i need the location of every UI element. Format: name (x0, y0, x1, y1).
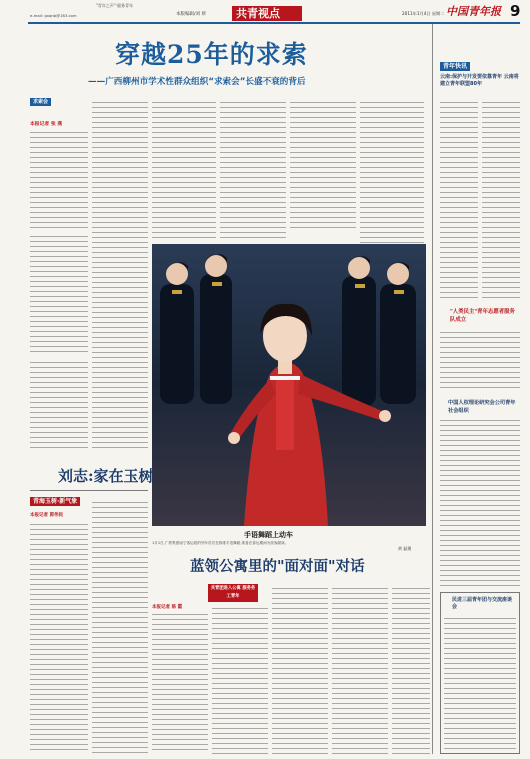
main-subtitle: ——广西柳州市学术性群众组织“求索会”长盛不衰的背后 (88, 77, 306, 87)
article-text-block (152, 612, 208, 754)
sidebar-text-block (440, 100, 478, 300)
header-date: 2011年1月4日 星期二 (402, 11, 445, 16)
photo-credit: 黄 磊摄 (398, 546, 412, 551)
feature-byline: 本报记者 陈 霞 (152, 605, 183, 610)
article-text-block (30, 130, 88, 230)
sidebar-top-headline: 云南:保护与开发要依靠青年 云南将建立青年联盟80年 (440, 74, 519, 87)
feature-tag: 共青团进入公寓 服务务工青年 (210, 586, 256, 599)
sidebar-text-block (482, 100, 520, 300)
main-byline: 本报记者 张 燕 (30, 122, 63, 127)
profile-tag: 青海玉树·新气象 (30, 497, 80, 506)
photo-illustration (152, 244, 426, 526)
article-text-block (92, 500, 148, 754)
article-text-block (30, 360, 88, 450)
article-text-block (220, 100, 286, 240)
header-editor: 本版编辑/刘 妍 (176, 12, 206, 17)
photo-caption: 手语舞蹈上动车 (244, 531, 293, 539)
sidebar-top-tag: 青年快讯 (440, 62, 470, 71)
photo-note: 1月1日,广铁集团南宁客运段的列车员们在排练手语舞蹈,准备在春运期间为旅客献演。 (152, 541, 289, 545)
sidebar-divider (432, 24, 433, 754)
sidebar-bottom-headline: 中国人权理论研究会公司青年社会组织 (448, 400, 516, 414)
section-title: 共青视点 (236, 7, 280, 20)
article-text-block (30, 522, 88, 754)
profile-rule (30, 490, 148, 491)
article-text-block (212, 606, 268, 754)
article-text-block (392, 586, 430, 754)
paper-logo: 中国青年报 (446, 5, 501, 18)
sidebar-mid-headline: "人类民主"青年志愿者服务队成立 (450, 309, 515, 323)
article-text-block (332, 586, 388, 754)
article-tag: 求索会 (30, 98, 51, 106)
page-number: 9 (510, 2, 521, 20)
header-website: e-mail: gxqnb@163.com (30, 13, 77, 18)
article-text-block (290, 100, 356, 230)
sidebar-box-headline: 民进三届青年团与交流座谈会 (452, 597, 513, 610)
profile-headline: 刘志:家在玉树 (58, 467, 154, 485)
header-small-left: "青年之声"·服务青年 (96, 3, 133, 8)
page-header (0, 0, 530, 22)
sidebar-text-block (444, 616, 516, 750)
sidebar-text-block (440, 418, 520, 588)
news-photo (152, 244, 426, 526)
main-title: 穿越25年的求索 (115, 40, 308, 69)
article-text-block (272, 586, 328, 754)
profile-byline: 本报记者 郭伟民 (30, 513, 64, 518)
sidebar-text-block (440, 330, 520, 390)
article-text-block (30, 234, 88, 354)
article-text-block (152, 100, 216, 240)
article-text-block (92, 100, 148, 450)
header-rule (28, 22, 520, 24)
feature-headline: 蓝领公寓里的"面对面"对话 (190, 558, 365, 575)
